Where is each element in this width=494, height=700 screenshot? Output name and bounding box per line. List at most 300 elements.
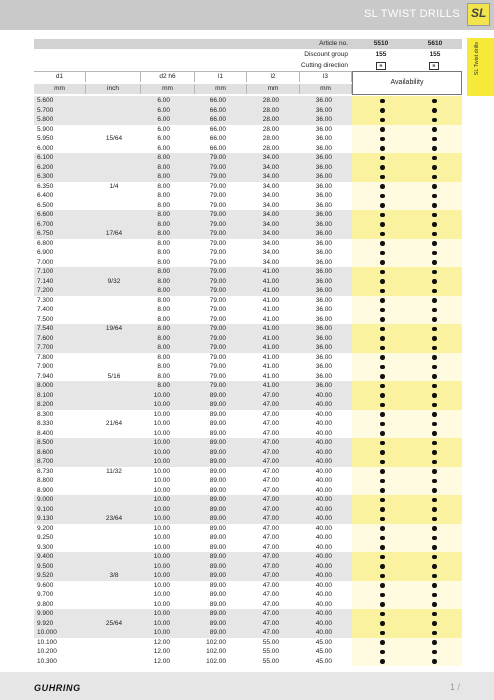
cell-l1: 89.00 <box>209 553 226 560</box>
cell-l2: 34.00 <box>262 182 279 190</box>
availability-cell <box>352 353 462 363</box>
available-5510-dot <box>380 241 385 246</box>
available-5610-dot <box>432 336 437 341</box>
cell-inch <box>87 210 141 220</box>
cell-inch <box>87 248 141 258</box>
cell-l3: 40.00 <box>315 458 332 465</box>
cell-l3: 45.00 <box>315 648 332 655</box>
unit-l3: mm <box>300 84 352 94</box>
cell-d1: 10.000 <box>37 629 57 636</box>
available-5510-dot <box>380 479 385 484</box>
table-row <box>34 467 462 477</box>
available-5510-dot <box>380 507 385 512</box>
available-5610-dot <box>432 279 437 284</box>
col-l2: l2 <box>247 72 300 82</box>
table-row <box>34 201 462 211</box>
available-5510-dot <box>380 127 385 132</box>
available-5610-dot <box>432 441 437 446</box>
cell-d2: 12.00 <box>153 638 170 646</box>
available-5610-dot <box>432 146 437 151</box>
table-row <box>34 267 462 277</box>
available-5510-dot <box>380 564 385 569</box>
cell-l2: 28.00 <box>262 116 279 123</box>
available-5510-dot <box>380 422 385 427</box>
cell-d2: 10.00 <box>153 543 170 551</box>
cell-l2: 47.00 <box>262 553 279 560</box>
cell-d2: 10.00 <box>153 581 170 589</box>
cell-inch <box>87 381 141 391</box>
availability-cell <box>352 486 462 496</box>
guhring-logo: GUHRING <box>34 683 81 693</box>
available-5510-dot <box>380 232 385 237</box>
cell-l2: 41.00 <box>262 334 279 342</box>
cell-l1: 79.00 <box>209 163 226 171</box>
cell-d2: 8.00 <box>157 211 170 218</box>
unit-d2: mm <box>141 84 195 94</box>
available-5510-dot <box>380 260 385 265</box>
cell-d1: 5.700 <box>37 106 54 114</box>
cell-l3: 40.00 <box>315 591 332 598</box>
available-5610-dot <box>432 602 437 607</box>
cell-l1: 89.00 <box>209 401 226 408</box>
cell-l1: 79.00 <box>209 249 226 256</box>
cell-d2: 6.00 <box>157 97 170 104</box>
cell-l1: 89.00 <box>209 477 226 484</box>
cell-inch <box>87 647 141 657</box>
availability-cell <box>352 106 462 116</box>
available-5610-dot <box>432 165 437 170</box>
cell-l2: 47.00 <box>262 524 279 532</box>
availability-cell <box>352 277 462 287</box>
cell-d2: 10.00 <box>153 391 170 399</box>
cell-d1: 8.700 <box>37 458 54 465</box>
cell-d2: 10.00 <box>153 410 170 418</box>
available-5610-dot <box>432 545 437 550</box>
cell-d2: 8.00 <box>157 268 170 275</box>
availability-cell <box>352 115 462 125</box>
cell-d2: 6.00 <box>157 144 170 152</box>
availability-cell <box>352 153 462 163</box>
table-row <box>34 476 462 486</box>
availability-cell <box>352 305 462 315</box>
available-5510-dot <box>380 384 385 389</box>
cell-d1: 6.750 <box>37 230 54 237</box>
table-row <box>34 410 462 420</box>
cell-d2: 8.00 <box>157 154 170 161</box>
cell-l1: 66.00 <box>209 125 226 133</box>
cell-d1: 8.900 <box>37 486 54 494</box>
available-5610-dot <box>432 384 437 389</box>
available-5510-dot <box>380 270 385 275</box>
availability-cell <box>352 163 462 173</box>
cell-d1: 8.300 <box>37 410 54 418</box>
cell-l1: 89.00 <box>209 562 226 570</box>
cell-d2: 8.00 <box>157 192 170 199</box>
availability-cell <box>352 248 462 258</box>
cell-l3: 36.00 <box>315 173 332 180</box>
cell-d2: 10.00 <box>153 429 170 437</box>
cell-inch <box>87 106 141 116</box>
available-5510-dot <box>380 184 385 189</box>
table-row <box>34 400 462 410</box>
table-row <box>34 657 462 667</box>
cell-d1: 6.400 <box>37 192 54 199</box>
availability-cell <box>352 619 462 629</box>
availability-cell <box>352 362 462 372</box>
cell-d2: 8.00 <box>157 258 170 266</box>
availability-cell <box>352 210 462 220</box>
cell-d2: 10.00 <box>153 572 170 579</box>
table-row <box>34 343 462 353</box>
cell-d1: 6.900 <box>37 249 54 256</box>
meta-row-cutting <box>34 61 352 71</box>
cell-l3: 36.00 <box>315 192 332 199</box>
availability-cell <box>352 343 462 353</box>
available-5510-dot <box>380 469 385 474</box>
table-row <box>34 590 462 600</box>
cell-inch <box>87 457 141 467</box>
cell-inch <box>87 172 141 182</box>
cell-l1: 79.00 <box>209 192 226 199</box>
cell-l1: 79.00 <box>209 315 226 323</box>
side-tab-sl-twist-drills[interactable] <box>467 38 494 96</box>
availability-cell <box>352 419 462 429</box>
available-5510-dot <box>380 441 385 446</box>
available-5510-dot <box>380 450 385 455</box>
cell-d2: 8.00 <box>157 220 170 228</box>
cell-d2: 10.00 <box>153 496 170 503</box>
cell-d1: 8.330 <box>37 420 54 427</box>
cell-inch: 9/32 <box>107 277 121 285</box>
sl-logo-text: SL <box>471 6 487 20</box>
discount-group-5510: 155 <box>375 51 387 58</box>
cell-d2: 10.00 <box>153 448 170 456</box>
available-5610-dot <box>432 270 437 275</box>
available-5510-dot <box>380 602 385 607</box>
cell-d1: 6.600 <box>37 211 54 218</box>
table-row <box>34 134 462 144</box>
available-5510-dot <box>380 289 385 294</box>
cell-inch <box>87 552 141 562</box>
table-row <box>34 172 462 182</box>
available-5510-dot <box>380 213 385 218</box>
cell-d2: 8.00 <box>157 363 170 370</box>
cell-l3: 36.00 <box>315 344 332 351</box>
cell-l2: 34.00 <box>262 192 279 199</box>
cell-d2: 8.00 <box>157 344 170 351</box>
table-row <box>34 486 462 496</box>
cell-l1: 89.00 <box>209 448 226 456</box>
availability-cell <box>352 172 462 182</box>
cell-d1: 7.400 <box>37 306 54 313</box>
cell-l2: 47.00 <box>262 562 279 570</box>
cell-l1: 89.00 <box>209 629 226 636</box>
table-row <box>34 514 462 524</box>
cell-d1: 6.500 <box>37 201 54 209</box>
cell-inch <box>87 657 141 667</box>
cell-l1: 89.00 <box>209 420 226 427</box>
cell-d2: 10.00 <box>153 591 170 598</box>
available-5610-dot <box>432 327 437 332</box>
available-5510-dot <box>380 355 385 360</box>
cell-inch <box>87 495 141 505</box>
available-5510-dot <box>380 583 385 588</box>
availability-cell <box>352 429 462 439</box>
table-row <box>34 334 462 344</box>
cell-d1: 6.100 <box>37 154 54 161</box>
availability-cell <box>352 581 462 591</box>
cell-l2: 41.00 <box>262 325 279 332</box>
article-no-5510: 5510 <box>373 40 389 47</box>
cell-d2: 8.00 <box>157 163 170 171</box>
cell-l3: 36.00 <box>315 154 332 161</box>
table-row <box>34 562 462 572</box>
cell-l3: 40.00 <box>315 505 332 513</box>
cell-l1: 79.00 <box>209 268 226 275</box>
cell-inch <box>87 153 141 163</box>
cell-d1: 5.900 <box>37 125 54 133</box>
cell-l1: 89.00 <box>209 410 226 418</box>
cell-l2: 47.00 <box>262 505 279 513</box>
cell-d1: 9.100 <box>37 505 54 513</box>
cell-inch <box>87 353 141 363</box>
available-5610-dot <box>432 137 437 142</box>
cell-inch <box>87 476 141 486</box>
cell-l3: 36.00 <box>315 287 332 294</box>
cell-d1: 6.800 <box>37 239 54 247</box>
availability-cell <box>352 96 462 106</box>
cell-l3: 36.00 <box>315 116 332 123</box>
cell-l3: 40.00 <box>315 477 332 484</box>
availability-cell <box>352 476 462 486</box>
available-5610-dot <box>432 289 437 294</box>
cell-l3: 36.00 <box>315 382 332 389</box>
cell-l2: 28.00 <box>262 106 279 114</box>
available-5610-dot <box>432 127 437 132</box>
cell-l1: 79.00 <box>209 296 226 304</box>
cell-l1: 79.00 <box>209 201 226 209</box>
cell-l3: 40.00 <box>315 486 332 494</box>
cell-inch <box>87 533 141 543</box>
table-row <box>34 619 462 629</box>
cell-l2: 34.00 <box>262 211 279 218</box>
cell-d1: 9.920 <box>37 619 54 627</box>
cell-d2: 10.00 <box>153 420 170 427</box>
availability-cell <box>352 229 462 239</box>
available-5610-dot <box>432 374 437 379</box>
available-5610-dot <box>432 99 437 104</box>
table-row <box>34 220 462 230</box>
availability-cell <box>352 571 462 581</box>
cell-l3: 45.00 <box>315 638 332 646</box>
available-5610-dot <box>432 593 437 598</box>
cell-d2: 12.00 <box>153 648 170 655</box>
discount-group-label: Discount group <box>304 51 348 58</box>
cell-d2: 10.00 <box>153 553 170 560</box>
cell-d2: 8.00 <box>157 296 170 304</box>
cell-inch <box>87 343 141 353</box>
cell-l2: 34.00 <box>262 239 279 247</box>
cell-inch <box>87 391 141 401</box>
cell-inch: 11/32 <box>106 467 122 475</box>
cell-d1: 6.350 <box>37 182 54 190</box>
cell-d2: 10.00 <box>153 458 170 465</box>
availability-cell <box>352 457 462 467</box>
cell-inch <box>87 410 141 420</box>
available-5510-dot <box>380 536 385 541</box>
cell-l1: 89.00 <box>209 391 226 399</box>
available-5510-dot <box>380 99 385 104</box>
cell-d1: 8.730 <box>37 467 54 475</box>
table-row <box>34 457 462 467</box>
available-5610-dot <box>432 346 437 351</box>
cell-inch <box>87 609 141 619</box>
unit-d1: mm <box>34 84 86 94</box>
cell-l3: 40.00 <box>315 401 332 408</box>
available-5510-dot <box>380 118 385 123</box>
cutting-direction-label: Cutting direction <box>301 62 348 69</box>
cell-l2: 47.00 <box>262 410 279 418</box>
cell-l3: 36.00 <box>315 249 332 256</box>
cell-inch <box>87 286 141 296</box>
available-5610-dot <box>432 251 437 256</box>
cell-inch: 17/64 <box>105 230 123 237</box>
cell-l3: 40.00 <box>315 600 332 608</box>
cell-inch <box>87 125 141 135</box>
available-5610-dot <box>432 621 437 626</box>
cell-l1: 79.00 <box>209 306 226 313</box>
cell-l2: 47.00 <box>262 581 279 589</box>
available-5610-dot <box>432 184 437 189</box>
table-row <box>34 315 462 325</box>
cell-d2: 10.00 <box>153 401 170 408</box>
available-5510-dot <box>380 108 385 113</box>
availability-cell <box>352 267 462 277</box>
table-row <box>34 296 462 306</box>
available-5610-dot <box>432 460 437 465</box>
cell-l2: 41.00 <box>262 296 279 304</box>
cell-l1: 89.00 <box>209 591 226 598</box>
available-5610-dot <box>432 479 437 484</box>
available-5510-dot <box>380 365 385 370</box>
available-5510-dot <box>380 194 385 199</box>
cell-d2: 8.00 <box>157 239 170 247</box>
cell-l3: 40.00 <box>315 429 332 437</box>
cell-inch <box>87 220 141 230</box>
available-5510-dot <box>380 146 385 151</box>
available-5610-dot <box>432 355 437 360</box>
available-5610-dot <box>432 469 437 474</box>
available-5510-dot <box>380 574 385 579</box>
cell-l3: 36.00 <box>315 220 332 228</box>
cell-l3: 36.00 <box>315 296 332 304</box>
cell-d2: 6.00 <box>157 106 170 114</box>
cell-l1: 79.00 <box>209 211 226 218</box>
cell-l3: 36.00 <box>315 315 332 323</box>
table-row <box>34 191 462 201</box>
available-5610-dot <box>432 583 437 588</box>
cell-l1: 66.00 <box>209 135 226 142</box>
cell-inch: 1/4 <box>109 182 119 190</box>
available-5510-dot <box>380 631 385 636</box>
cell-l2: 34.00 <box>262 230 279 237</box>
availability-cell <box>352 410 462 420</box>
cell-l2: 47.00 <box>262 610 279 617</box>
table-row <box>34 106 462 116</box>
available-5510-dot <box>380 137 385 142</box>
cell-d2: 10.00 <box>153 505 170 513</box>
table-row <box>34 647 462 657</box>
cell-d2: 8.00 <box>157 353 170 361</box>
cell-l3: 40.00 <box>315 515 332 522</box>
cell-l1: 79.00 <box>209 220 226 228</box>
cell-inch: 25/64 <box>105 619 123 627</box>
cell-l1: 79.00 <box>209 353 226 361</box>
page-title: SL TWIST DRILLS <box>364 8 460 20</box>
cell-l3: 40.00 <box>315 524 332 532</box>
cell-d1: 10.100 <box>37 638 57 646</box>
cell-d1: 9.700 <box>37 591 54 598</box>
cell-l2: 55.00 <box>262 638 279 646</box>
available-5610-dot <box>432 412 437 417</box>
cell-l2: 41.00 <box>262 344 279 351</box>
table-row <box>34 305 462 315</box>
table-row <box>34 153 462 163</box>
cell-inch <box>87 543 141 553</box>
table-row <box>34 372 462 382</box>
cell-inch <box>87 581 141 591</box>
availability-cell <box>352 239 462 249</box>
cell-inch <box>87 429 141 439</box>
cell-l2: 55.00 <box>262 648 279 655</box>
available-5610-dot <box>432 555 437 560</box>
cell-l3: 40.00 <box>315 391 332 399</box>
cell-d2: 10.00 <box>153 486 170 494</box>
cell-d1: 9.600 <box>37 581 54 589</box>
cell-inch <box>87 362 141 372</box>
cell-l3: 40.00 <box>315 543 332 551</box>
cell-l3: 36.00 <box>315 125 332 133</box>
cell-l3: 36.00 <box>315 372 332 380</box>
cell-d1: 7.200 <box>37 287 54 294</box>
availability-cell <box>352 125 462 135</box>
col-inch-blank <box>86 72 141 82</box>
cell-l2: 28.00 <box>262 144 279 152</box>
table-row <box>34 248 462 258</box>
cell-l3: 36.00 <box>315 144 332 152</box>
available-5510-dot <box>380 279 385 284</box>
cell-d1: 9.250 <box>37 534 54 541</box>
availability-cell <box>352 315 462 325</box>
col-l1: l1 <box>195 72 247 82</box>
table-row <box>34 239 462 249</box>
availability-cell <box>352 562 462 572</box>
table-row <box>34 581 462 591</box>
available-5510-dot <box>380 650 385 655</box>
available-5510-dot <box>380 393 385 398</box>
availability-cell <box>352 628 462 638</box>
cell-l2: 28.00 <box>262 125 279 133</box>
table-row <box>34 448 462 458</box>
cell-inch <box>87 590 141 600</box>
cell-l3: 36.00 <box>315 211 332 218</box>
available-5610-dot <box>432 222 437 227</box>
cell-d1: 7.100 <box>37 268 54 275</box>
cell-l2: 47.00 <box>262 591 279 598</box>
table-row <box>34 609 462 619</box>
table-row <box>34 391 462 401</box>
cell-d1: 7.700 <box>37 344 54 351</box>
